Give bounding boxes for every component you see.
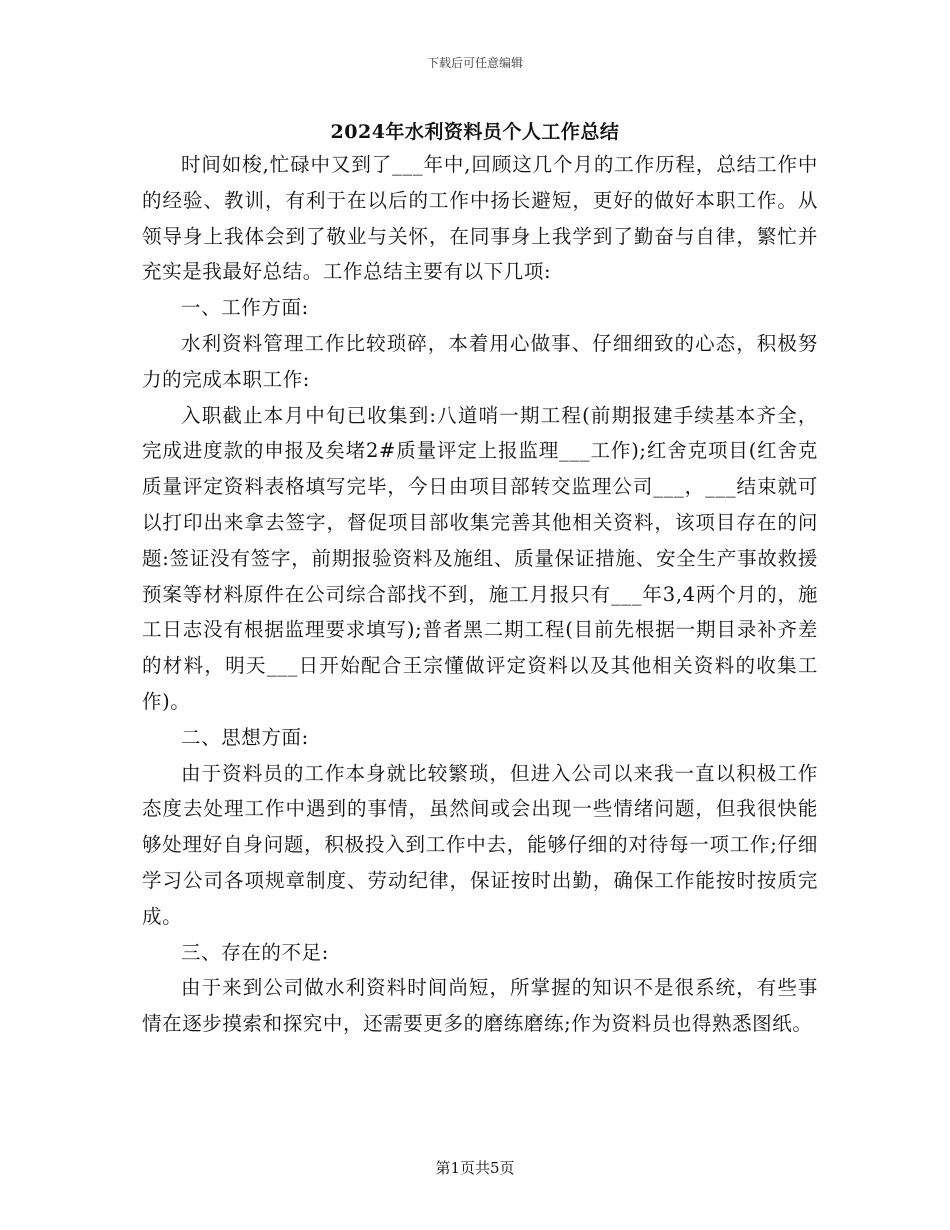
paragraph-shortcomings: 由于来到公司做水利资料时间尚短，所掌握的知识不是很系统，有些事情在逐步摸索和探究中，还需要更多的磨练磨练;作为资料员也得熟悉图纸。 — [142, 976, 818, 1036]
header-note: 下载后可任意编辑 — [426, 56, 523, 70]
paragraph-intro: 时间如梭,忙碌中又到了___年中,回顾这几个月的工作历程，总结工作中的经验、教训，有利于在以后的工作中扬长避短，更好的做好本职工作。从领导身上我体会到了敬业与关怀，在同事身上我学到了勤奋与自律，繁忙并充实是我最好总结。工作总结主要有以下几项: — [142, 153, 818, 284]
document-title: 2024年水利资料员个人工作总结 — [330, 121, 620, 143]
section-heading-work: 一、工作方面: — [181, 296, 309, 320]
section-heading-thought: 二、思想方面: — [181, 725, 309, 749]
document-body — [142, 147, 818, 1042]
section-heading-shortcomings: 三、存在的不足: — [181, 940, 329, 964]
paragraph-work-details: 入职截止本月中旬已收集到:八道哨一期工程(前期报建手续基本齐全，完成进度款的申报及矣堵2#质量评定上报监理___工作);红舍克项目(红舍克质量评定资料表格填写完毕，今日由项目部转交监理公司___，___结束就可以打印出来拿去签字，督促项目部收集完善其他相关资料，该项目存在的问题:签证没有签字，前期报验资料及施组、质量保证措施、安全生产事故救援预案等材料原件在公司综合部找不到，施工月报只有___年3,4两个月的，施工日志没有根据监理要求填写);普者黑二期工程(目前先根据一期目录补齐差的材料，明天___日开始配合王宗懂做评定资料以及其他相关资料的收集工作)。 — [142, 403, 818, 713]
page-footer: 第1页共5页 — [435, 1159, 515, 1177]
paragraph-thought: 由于资料员的工作本身就比较繁琐，但进入公司以来我一直以积极工作态度去处理工作中遇到的事情，虽然间或会出现一些情绪问题，但我很快能够处理好自身问题，积极投入到工作中去，能够仔细的对待每一项工作;仔细学习公司各项规章制度、劳动纪律，保证按时出勤，确保工作能按时按质完成。 — [142, 761, 818, 928]
paragraph-work-summary: 水利资料管理工作比较琐碎，本着用心做事、仔细细致的心态，积极努力的完成本职工作: — [142, 331, 818, 391]
